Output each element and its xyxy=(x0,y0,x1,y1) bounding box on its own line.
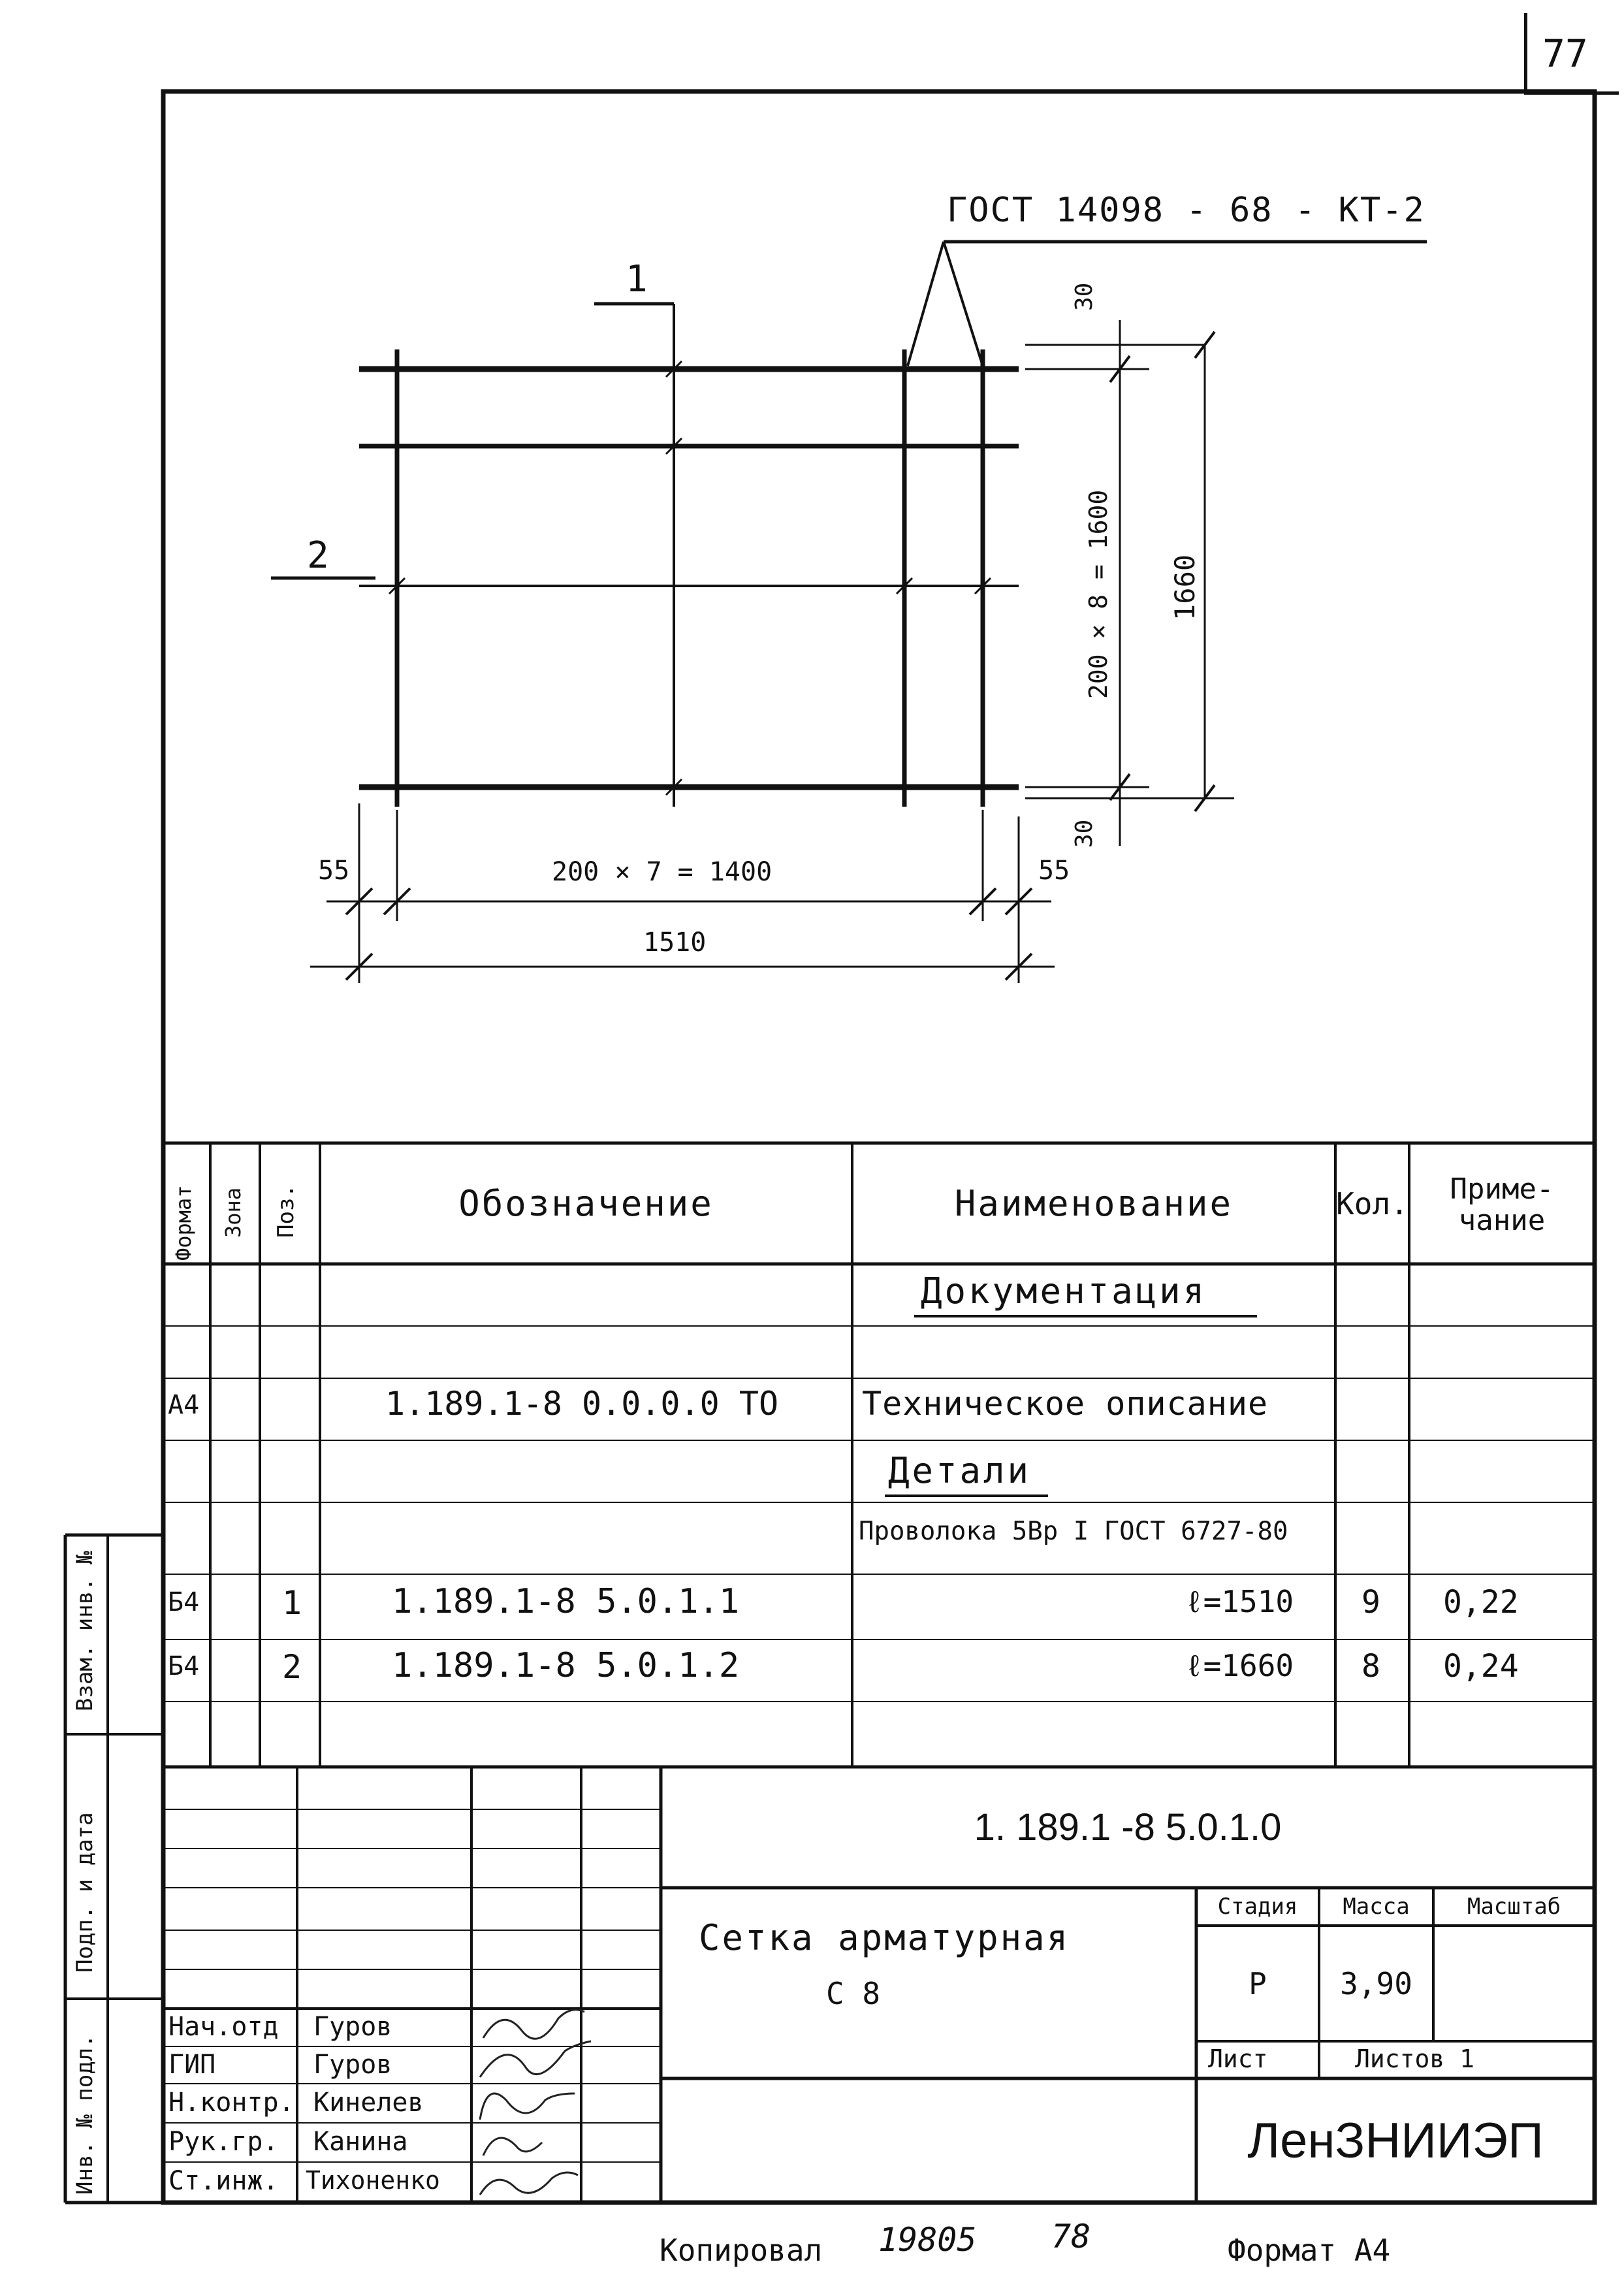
sig-name-1: Гуров xyxy=(313,2012,392,2042)
stamp-vzam: Взам. инв. № xyxy=(72,1551,98,1711)
sig-role-2: ГИП xyxy=(168,2050,216,2080)
footer-copied-number: 19805 xyxy=(878,2221,977,2259)
row2-name: ℓ=1660 xyxy=(1185,1648,1294,1683)
row1-name: ℓ=1510 xyxy=(1185,1584,1294,1619)
pos1-marker: 1 xyxy=(626,258,648,300)
org-name: ЛенЗНИИЭП xyxy=(1247,2112,1544,2169)
sheet-label: Лист xyxy=(1208,2044,1268,2073)
footer-copied-label: Копировал xyxy=(660,2233,823,2268)
sig-role-3: Н.контр. xyxy=(168,2088,295,2118)
sig-name-2: Гуров xyxy=(313,2050,392,2080)
sig-role-4: Рук.гр. xyxy=(168,2127,279,2157)
hdr-qty: Кол. xyxy=(1336,1186,1409,1221)
sheets-label: Листов 1 xyxy=(1355,2044,1475,2073)
doc-designation: 1.189.1-8 0.0.0.0 ТО xyxy=(385,1385,779,1423)
section-docs: Документация xyxy=(921,1270,1207,1312)
stage-label: Стадия xyxy=(1217,1894,1298,1920)
material: Проволока 5Вр I ГОСТ 6727-80 xyxy=(859,1517,1288,1546)
dim-horizontal-inner: 200 × 7 = 1400 xyxy=(552,857,772,887)
stage-value: Р xyxy=(1249,1965,1267,2001)
hdr-format: Формат xyxy=(171,1185,196,1261)
row2-qty: 8 xyxy=(1361,1648,1380,1685)
dim-right-55: 55 xyxy=(1038,856,1070,886)
dim-top-30: 30 xyxy=(1071,282,1098,311)
title-line1: Сетка арматурная xyxy=(699,1917,1070,1958)
sig-name-4: Канина xyxy=(313,2127,408,2157)
dim-left-55: 55 xyxy=(318,856,350,886)
row2-note: 0,24 xyxy=(1443,1648,1519,1685)
dim-bottom-30: 30 xyxy=(1071,819,1098,848)
dim-vertical-inner: 200 × 8 = 1600 xyxy=(1084,489,1113,699)
page-number: 77 xyxy=(1542,31,1588,76)
title-line2: С 8 xyxy=(826,1976,881,2011)
row1-designation: 1.189.1-8 5.0.1.1 xyxy=(392,1582,740,1621)
mass-label: Масса xyxy=(1343,1894,1410,1920)
sig-name-5: Тихоненко xyxy=(306,2166,440,2195)
row1-qty: 9 xyxy=(1361,1584,1380,1621)
stamp-podp: Подп. и дата xyxy=(72,1812,98,1973)
stamp-inv: Инв. № подл. xyxy=(72,2034,98,2195)
sig-role-1: Нач.отд xyxy=(168,2012,279,2042)
gost-label: ГОСТ 14098 - 68 - КТ-2 xyxy=(947,191,1425,230)
hdr-note: Приме- чание xyxy=(1450,1172,1554,1237)
row1-note: 0,22 xyxy=(1443,1584,1519,1621)
sig-role-5: Ст.инж. xyxy=(168,2166,279,2196)
doc-format: А4 xyxy=(168,1390,200,1420)
sig-name-3: Кинелев xyxy=(313,2088,424,2118)
row2-pos: 2 xyxy=(282,1648,302,1686)
dim-vertical-total: 1660 xyxy=(1169,554,1201,621)
hdr-designation: Обозначение xyxy=(458,1183,714,1224)
dim-horizontal-total: 1510 xyxy=(643,928,707,958)
hdr-name: Наименование xyxy=(954,1183,1234,1224)
pos2-marker: 2 xyxy=(307,534,329,577)
footer-copied-year: 78 xyxy=(1051,2218,1091,2255)
doc-code: 1. 189.1 -8 5.0.1.0 xyxy=(974,1806,1282,1849)
row1-format: Б4 xyxy=(168,1587,200,1617)
row1-pos: 1 xyxy=(282,1584,302,1622)
row2-designation: 1.189.1-8 5.0.1.2 xyxy=(392,1646,740,1685)
hdr-pos: Поз. xyxy=(273,1184,299,1238)
doc-name: Техническое описание xyxy=(862,1385,1269,1423)
mass-value: 3,90 xyxy=(1340,1965,1412,2001)
footer-format-label: Формат А4 xyxy=(1228,2233,1391,2268)
scale-label: Масштаб xyxy=(1467,1894,1561,1920)
row2-format: Б4 xyxy=(168,1651,200,1681)
hdr-zone: Зона xyxy=(221,1187,246,1238)
section-details: Детали xyxy=(888,1450,1032,1491)
